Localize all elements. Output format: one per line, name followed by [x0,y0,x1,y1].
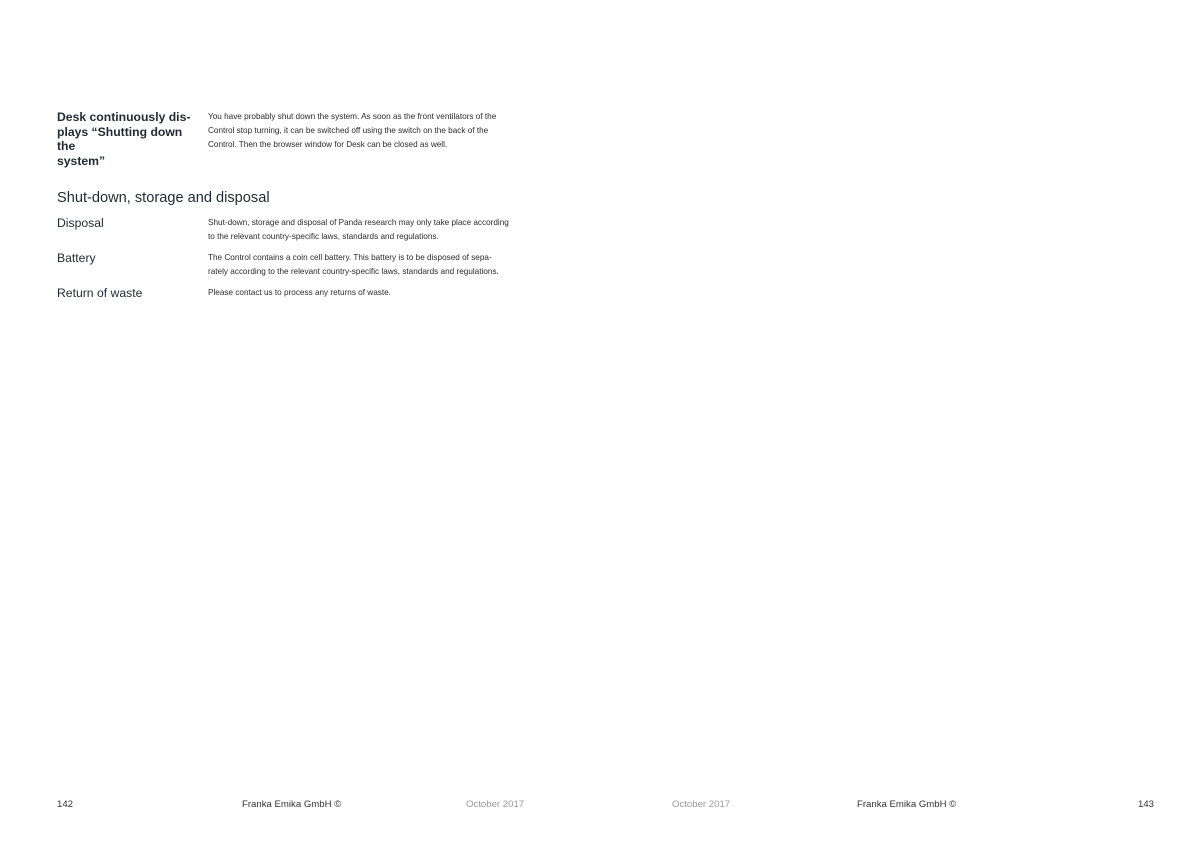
footer-company: Franka Emika GmbH © [242,799,342,810]
desc-line: to the relevant country-specific laws, standards and regulations. [208,232,439,241]
page-number: 142 [57,799,74,810]
page-number: 143 [1138,799,1155,810]
desc-line: The Control contains a coin cell battery. This battery is to be disposed of sepa- [208,253,492,262]
footer-date: October 2017 [466,799,525,810]
desc-line: You have probably shut down the system. As soon as the front ventilators of the [208,112,497,121]
entry-term [57,110,197,168]
entry-description [208,251,538,279]
section-heading: Shut-down, storage and disposal [57,190,270,206]
entry-description [208,286,538,300]
term-line: system” [57,153,106,168]
term-line: Desk continuously dis- [57,110,191,124]
desc-line: Shut-down, storage and disposal of Panda research may only take place according [208,218,509,227]
entry-term: Return of waste [57,286,143,300]
right-page [600,0,1200,849]
entry-description [208,216,538,244]
desc-line: Control stop turning, it can be switched off using the switch on the back of the [208,126,489,135]
desc-line: Control. Then the browser window for Desk can be closed as well. [208,140,448,149]
desc-line: Please contact us to process any returns of waste. [208,288,391,297]
term-line: plays “Shutting down the [57,124,183,153]
footer-company: Franka Emika GmbH © [857,799,957,810]
entry-term: Battery [57,251,96,265]
desc-line: rately according to the relevant country-specific laws, standards and regulations. [208,267,499,276]
footer-date: October 2017 [672,799,731,810]
entry-description [208,110,538,152]
entry-term: Disposal [57,216,104,230]
